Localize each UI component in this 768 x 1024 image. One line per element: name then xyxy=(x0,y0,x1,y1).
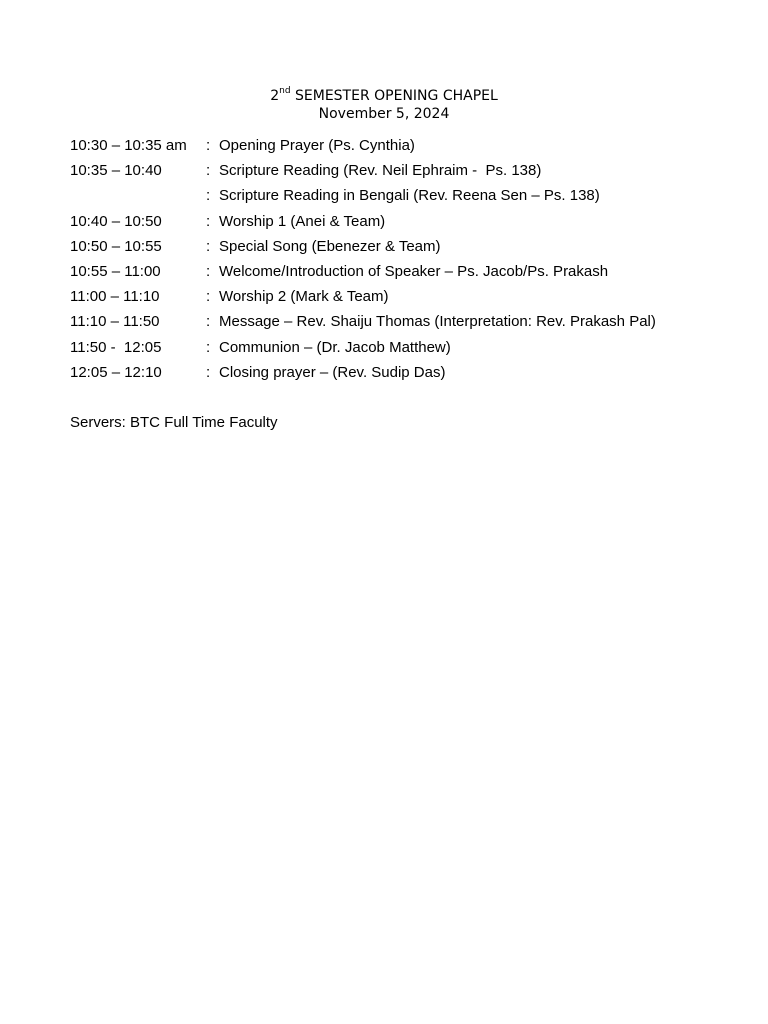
title-text: SEMESTER OPENING CHAPEL xyxy=(290,88,498,104)
schedule-separator: : xyxy=(206,262,211,280)
schedule-time: 12:05 – 12:10 xyxy=(70,363,162,381)
schedule-time: 11:50 - 12:05 xyxy=(70,338,162,356)
schedule-separator: : xyxy=(206,288,211,306)
title-number: 2 xyxy=(270,88,280,104)
schedule-separator: : xyxy=(206,187,211,205)
page-title xyxy=(0,87,768,105)
schedule-time: 10:35 – 10:40 xyxy=(70,162,162,180)
schedule-time: 11:10 – 11:50 xyxy=(70,313,160,331)
schedule-separator: : xyxy=(206,137,211,154)
schedule-time: 10:40 – 10:50 xyxy=(70,212,162,230)
schedule-event: Scripture Reading (Rev. Neil Ephraim - Ps. 138) xyxy=(219,162,542,180)
schedule-event: Opening Prayer (Ps. Cynthia) xyxy=(219,137,415,154)
schedule-event: Worship 1 (Anei & Team) xyxy=(219,212,386,230)
schedule-event: Worship 2 (Mark & Team) xyxy=(219,288,389,306)
schedule-separator: : xyxy=(206,338,211,356)
servers-note: Servers: BTC Full Time Faculty xyxy=(70,414,278,431)
schedule-event: Scripture Reading in Bengali (Rev. Reena Sen – Ps. 138) xyxy=(219,187,600,205)
schedule-event: Special Song (Ebenezer & Team) xyxy=(219,237,441,255)
schedule-separator: : xyxy=(206,313,211,331)
title-superscript: nd xyxy=(279,86,291,97)
schedule-time: 10:55 – 11:00 xyxy=(70,262,161,280)
schedule-event: Message – Rev. Shaiju Thomas (Interpretation: Rev. Prakash Pal) xyxy=(219,313,656,331)
schedule-separator: : xyxy=(206,162,211,180)
event-date: November 5, 2024 xyxy=(318,106,450,122)
schedule-separator: : xyxy=(206,237,211,255)
schedule-separator: : xyxy=(206,363,211,381)
schedule-time: 11:00 – 11:10 xyxy=(70,288,160,306)
schedule-event: Communion – (Dr. Jacob Matthew) xyxy=(219,338,451,356)
schedule-separator: : xyxy=(206,212,211,230)
schedule-time: 10:30 – 10:35 am xyxy=(70,137,187,154)
schedule-event: Closing prayer – (Rev. Sudip Das) xyxy=(219,363,446,381)
schedule-time: 10:50 – 10:55 xyxy=(70,237,162,255)
schedule-event: Welcome/Introduction of Speaker – Ps. Jacob/Ps. Prakash xyxy=(219,262,609,280)
document-header xyxy=(0,87,768,123)
